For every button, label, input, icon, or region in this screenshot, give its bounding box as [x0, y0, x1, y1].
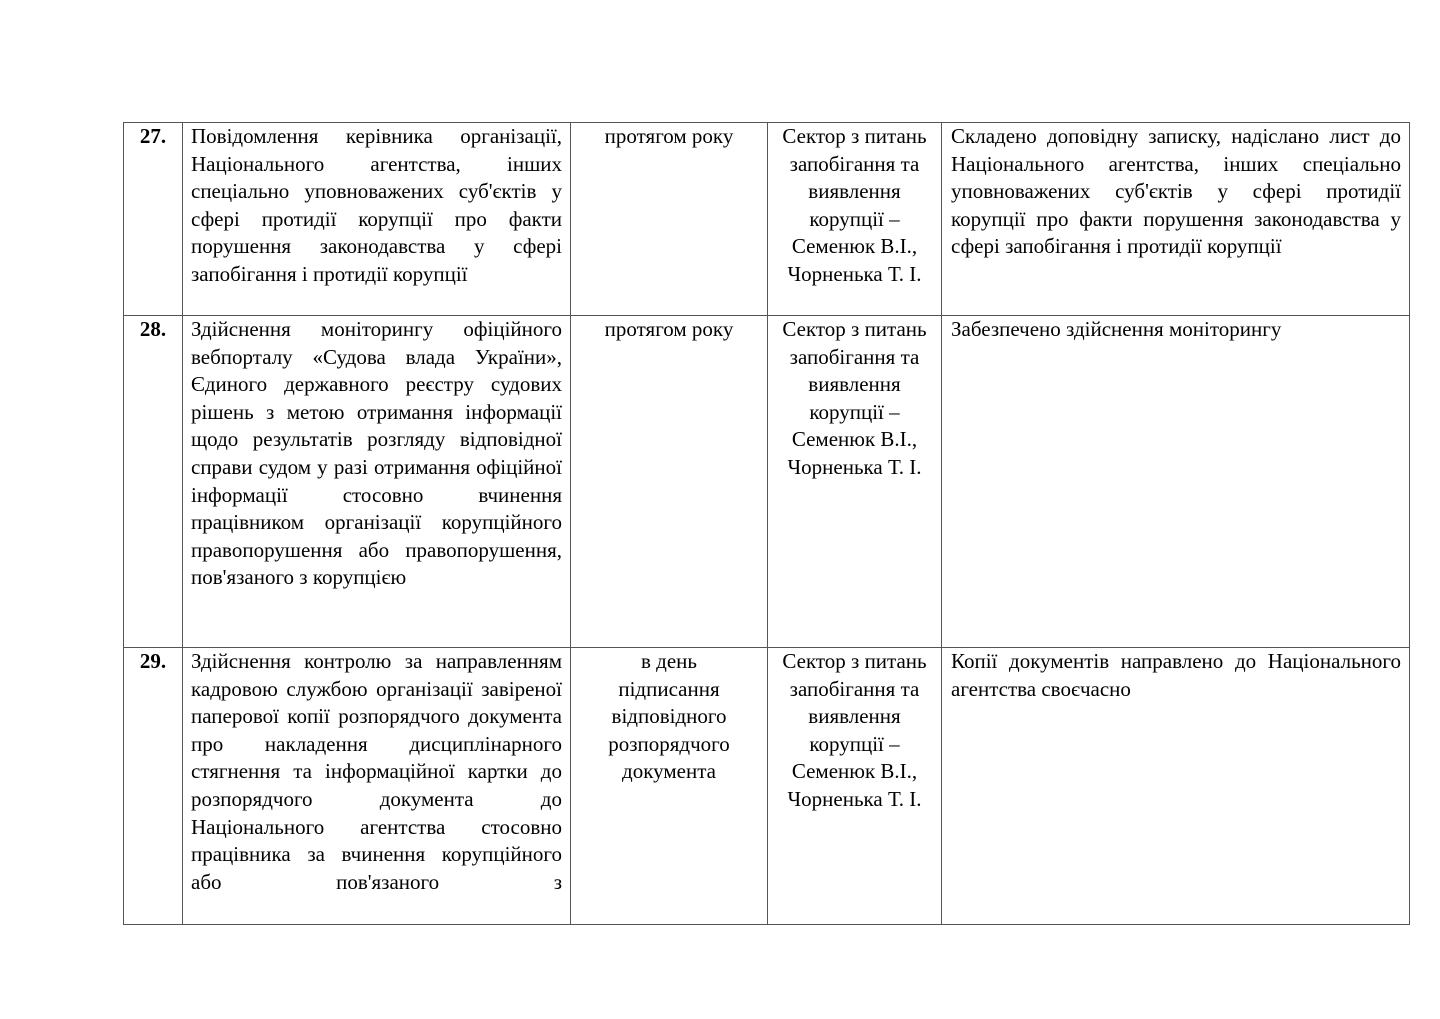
- result-cell: Копії документів направлено до Національного агентства своєчасно: [942, 648, 1410, 925]
- result-cell: Складено доповідну записку, надіслано лист до Національного агентства, інших спеціально уповноважених суб'єктів у сфері протидії корупції про факти порушення законодавства у сфері запобігання і протидії корупції: [942, 123, 1410, 316]
- term-cell: протягом року: [571, 316, 768, 648]
- term-cell: в день підписання відповідного розпорядчого документа: [571, 648, 768, 925]
- measure-description: Здійснення моніторингу офіційного вебпорталу «Судова влада України», Єдиного державного реєстру судових рішень з метою отримання інформації щодо результатів розгляду відповідної справи судом у разі отримання офіційної інформації стосовно вчинення працівником організації корупційного правопорушення або правопорушення, пов'язаного з корупцією: [183, 316, 571, 648]
- responsible-cell: Сектор з питань запобігання та виявлення корупції – Семенюк В.І., Чорненька Т. І.: [768, 316, 942, 648]
- measure-description-text: Здійснення контролю за направленням кадровою службою організації завіреної паперової копії розпорядчого документа про накладення дисциплінарного стягнення та інформаційної картки до розпорядчого документа до Національного агентства стосовно працівника за вчинення корупційного або пов'язаного з: [191, 649, 562, 894]
- measure-description: Повідомлення керівника організації, Національного агентства, інших спеціально уповноважених суб'єктів у сфері протидії корупції про факти порушення законодавства у сфері запобігання і протидії корупції: [183, 123, 571, 316]
- table-row: [124, 123, 1410, 316]
- measures-table: [123, 122, 1410, 925]
- table-row: [124, 648, 1410, 925]
- term-cell: протягом року: [571, 123, 768, 316]
- measure-description: [183, 648, 571, 925]
- table-row: [124, 316, 1410, 648]
- row-number: 28.: [124, 316, 183, 648]
- result-cell: Забезпечено здійснення моніторингу: [942, 316, 1410, 648]
- responsible-cell: Сектор з питань запобігання та виявлення корупції – Семенюк В.І., Чорненька Т. І.: [768, 648, 942, 925]
- responsible-cell: Сектор з питань запобігання та виявлення корупції – Семенюк В.І., Чорненька Т. І.: [768, 123, 942, 316]
- row-number: 29.: [124, 648, 183, 925]
- row-number: 27.: [124, 123, 183, 316]
